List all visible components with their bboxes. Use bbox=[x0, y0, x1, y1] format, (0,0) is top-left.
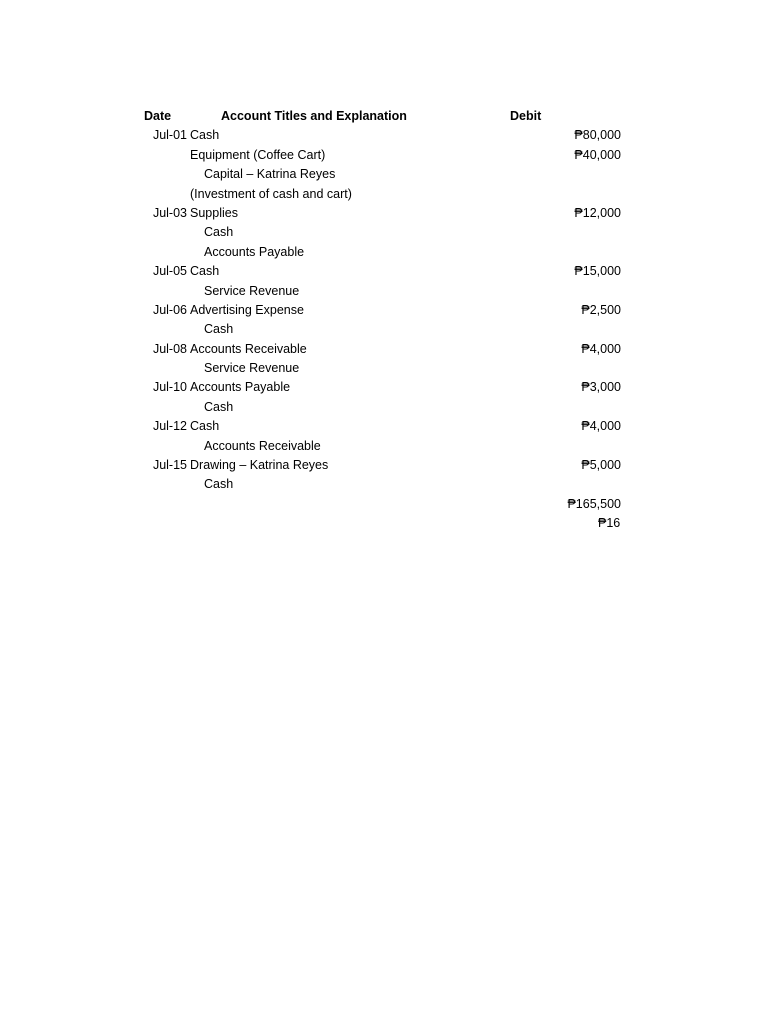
row-account-title: Cash bbox=[190, 128, 220, 143]
row-date: Jul-03 bbox=[152, 205, 187, 220]
row-account-title: (Investment of cash and cart) bbox=[190, 186, 352, 201]
totals-row-debit bbox=[140, 495, 621, 514]
header-account-titles: Account Titles and Explanation bbox=[221, 109, 407, 123]
row-account-title: Equipment (Coffee Cart) bbox=[190, 147, 326, 162]
row-account-title: Accounts Receivable bbox=[190, 341, 307, 356]
table-row bbox=[140, 398, 621, 417]
row-account-title: Service Revenue bbox=[204, 361, 300, 376]
row-date: Jul-10 bbox=[152, 380, 187, 395]
table-row bbox=[140, 165, 621, 184]
table-row bbox=[140, 301, 621, 320]
row-account-title: Cash bbox=[190, 419, 220, 434]
table-row bbox=[140, 417, 621, 436]
table-row bbox=[140, 243, 621, 262]
table-row bbox=[140, 204, 621, 223]
header-date: Date bbox=[144, 109, 172, 123]
table-row bbox=[140, 320, 621, 339]
row-date: Jul-08 bbox=[152, 341, 187, 356]
table-row bbox=[140, 223, 621, 242]
row-account-title: Cash bbox=[204, 477, 234, 492]
row-account-title: Cash bbox=[204, 399, 234, 414]
row-account-title: Drawing – Katrina Reyes bbox=[190, 458, 329, 473]
row-debit-amount: ₱3,000 bbox=[581, 380, 621, 395]
row-date: Jul-01 bbox=[152, 128, 187, 143]
table-row bbox=[140, 282, 621, 301]
row-debit-amount: ₱2,500 bbox=[581, 302, 621, 317]
row-debit-amount: ₱15,000 bbox=[574, 264, 621, 279]
header-debit: Debit bbox=[510, 109, 542, 123]
table-row bbox=[140, 378, 621, 397]
row-account-title: Supplies bbox=[190, 205, 238, 220]
table-row bbox=[140, 126, 621, 145]
credit-total-clipped: ₱16 bbox=[598, 516, 621, 531]
row-account-title: Cash bbox=[190, 264, 220, 279]
row-debit-amount: ₱5,000 bbox=[581, 458, 621, 473]
row-debit-amount: ₱80,000 bbox=[574, 128, 621, 143]
row-account-title: Service Revenue bbox=[204, 283, 300, 298]
journal-rows bbox=[140, 126, 621, 494]
row-account-title: Advertising Expense bbox=[190, 302, 304, 317]
table-row bbox=[140, 340, 621, 359]
row-date: Jul-12 bbox=[152, 419, 187, 434]
row-debit-amount: ₱12,000 bbox=[574, 205, 621, 220]
table-row bbox=[140, 146, 621, 165]
row-account-title: Cash bbox=[204, 322, 234, 337]
table-header-row bbox=[140, 107, 621, 126]
row-account-title: Accounts Receivable bbox=[204, 438, 321, 453]
row-date: Jul-15 bbox=[152, 458, 187, 473]
debit-total: ₱165,500 bbox=[567, 496, 621, 511]
table-row bbox=[140, 437, 621, 456]
row-account-title: Accounts Payable bbox=[190, 380, 291, 395]
journal-table bbox=[140, 107, 621, 534]
table-row bbox=[140, 262, 621, 281]
totals-row-credit bbox=[140, 514, 621, 533]
row-debit-amount: ₱40,000 bbox=[574, 147, 621, 162]
row-account-title: Accounts Payable bbox=[204, 244, 305, 259]
table-row bbox=[140, 185, 621, 204]
row-debit-amount: ₱4,000 bbox=[581, 341, 621, 356]
row-account-title: Capital – Katrina Reyes bbox=[204, 167, 336, 182]
row-debit-amount: ₱4,000 bbox=[581, 419, 621, 434]
table-row bbox=[140, 359, 621, 378]
row-date: Jul-05 bbox=[152, 264, 187, 279]
row-account-title: Cash bbox=[204, 225, 234, 240]
table-row bbox=[140, 456, 621, 475]
row-date: Jul-06 bbox=[152, 302, 187, 317]
table-row bbox=[140, 475, 621, 494]
